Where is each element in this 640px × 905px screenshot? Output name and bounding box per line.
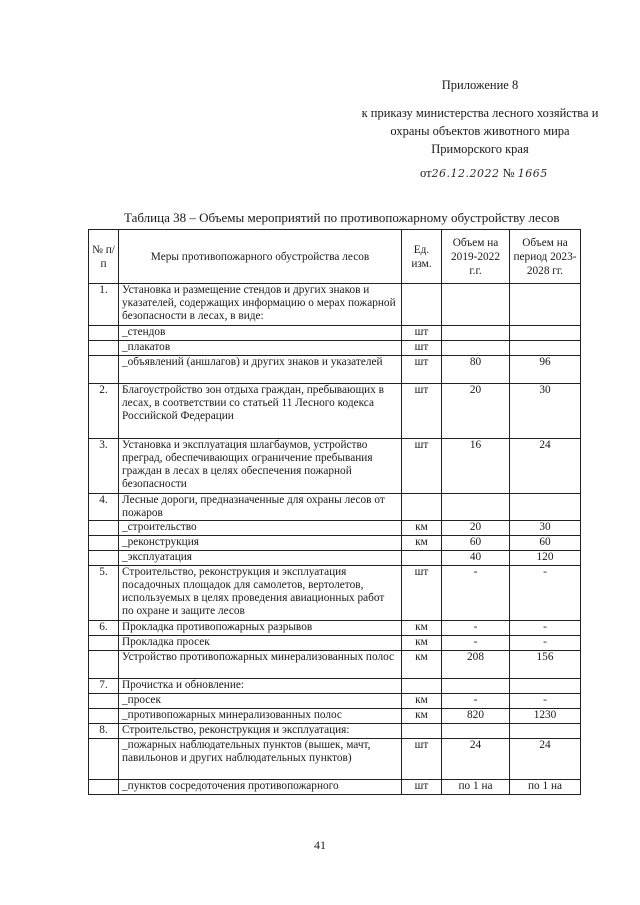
row-num-cell — [89, 694, 119, 709]
col-header-measure: Меры противопожарного обустройства лесов — [119, 230, 402, 284]
row-num-cell — [89, 780, 119, 795]
row-unit-cell — [402, 551, 442, 566]
row-unit-cell: км — [402, 694, 442, 709]
row-unit-cell — [402, 494, 442, 521]
order-number-handwritten: 1665 — [517, 167, 548, 180]
order-reference-line-2: охраны объектов животного мира — [390, 124, 570, 138]
row-measure-cell: _стендов — [119, 326, 402, 341]
row-num-cell — [89, 651, 119, 679]
table-row — [89, 739, 581, 780]
row-vol1-cell: - — [442, 621, 510, 636]
row-num-cell — [89, 326, 119, 341]
row-unit-cell: км — [402, 621, 442, 636]
table-row — [89, 341, 581, 356]
table-row — [89, 356, 581, 384]
row-vol1-cell: 16 — [442, 439, 510, 494]
row-measure-cell: _пожарных наблюдательных пунктов (вышек, мачт, павильонов и других наблюдательных пунктов) — [119, 739, 402, 780]
order-reference-line-3: Приморского края — [431, 142, 529, 156]
table-row — [89, 326, 581, 341]
row-vol2-cell: 120 — [510, 551, 581, 566]
row-vol2-cell — [510, 494, 581, 521]
row-measure-cell: _эксплуатация — [119, 551, 402, 566]
row-vol1-cell — [442, 284, 510, 326]
row-vol1-cell: - — [442, 694, 510, 709]
table-row — [89, 679, 581, 694]
row-vol2-cell: 24 — [510, 739, 581, 780]
table-row — [89, 709, 581, 724]
row-unit-cell: шт — [402, 341, 442, 356]
table-row — [89, 284, 581, 326]
row-vol2-cell: - — [510, 566, 581, 621]
row-vol1-cell: - — [442, 636, 510, 651]
row-vol1-cell: 80 — [442, 356, 510, 384]
row-vol2-cell: - — [510, 694, 581, 709]
row-num-cell — [89, 551, 119, 566]
row-vol1-cell — [442, 724, 510, 739]
row-vol1-cell: 820 — [442, 709, 510, 724]
row-vol1-cell: 24 — [442, 739, 510, 780]
row-unit-cell: шт — [402, 384, 442, 439]
table-row — [89, 551, 581, 566]
row-unit-cell: шт — [402, 566, 442, 621]
row-vol2-cell: 1230 — [510, 709, 581, 724]
row-vol2-cell: 60 — [510, 536, 581, 551]
row-vol1-cell — [442, 679, 510, 694]
row-num-cell: 8. — [89, 724, 119, 739]
row-measure-cell: _плакатов — [119, 341, 402, 356]
table-row — [89, 494, 581, 521]
row-vol2-cell: - — [510, 621, 581, 636]
table-row — [89, 636, 581, 651]
row-num-cell: 4. — [89, 494, 119, 521]
row-vol2-cell: 156 — [510, 651, 581, 679]
row-num-cell: 3. — [89, 439, 119, 494]
table-row — [89, 521, 581, 536]
row-vol1-cell: 20 — [442, 521, 510, 536]
row-vol1-cell: по 1 на — [442, 780, 510, 795]
row-unit-cell: шт — [402, 356, 442, 384]
col-header-vol1: Объем на 2019-2022 г.г. — [442, 230, 510, 284]
row-num-cell — [89, 739, 119, 780]
row-measure-cell: Строительство, реконструкция и эксплуатация посадочных площадок для самолетов, вертолетов, используемых в целях проведения авиационных работ по охране и защите лесов — [119, 566, 402, 621]
row-unit-cell: шт — [402, 739, 442, 780]
row-vol2-cell — [510, 341, 581, 356]
row-vol1-cell: 60 — [442, 536, 510, 551]
row-num-cell: 1. — [89, 284, 119, 326]
appendix-header — [330, 76, 630, 158]
row-num-cell — [89, 709, 119, 724]
row-vol2-cell: 96 — [510, 356, 581, 384]
row-unit-cell: км — [402, 651, 442, 679]
row-unit-cell — [402, 679, 442, 694]
row-measure-cell: _пунктов сосредоточения противопожарного — [119, 780, 402, 795]
appendix-title: Приложение 8 — [441, 78, 519, 92]
row-vol1-cell: - — [442, 566, 510, 621]
table-body — [89, 284, 581, 795]
row-num-cell: 2. — [89, 384, 119, 439]
row-vol2-cell — [510, 679, 581, 694]
row-vol1-cell — [442, 326, 510, 341]
order-date-number — [420, 166, 548, 181]
order-date-handwritten: 26.12.2022 — [431, 167, 500, 180]
page-number: 41 — [314, 838, 326, 852]
row-measure-cell: _просек — [119, 694, 402, 709]
row-measure-cell: _реконструкция — [119, 536, 402, 551]
row-unit-cell: шт — [402, 326, 442, 341]
table-header-row — [89, 230, 581, 284]
row-vol2-cell: - — [510, 636, 581, 651]
order-number-label: № — [502, 166, 515, 180]
row-unit-cell: км — [402, 709, 442, 724]
row-unit-cell: шт — [402, 780, 442, 795]
row-vol1-cell — [442, 494, 510, 521]
row-unit-cell: шт — [402, 439, 442, 494]
table-row — [89, 384, 581, 439]
col-header-num: № п/п — [89, 230, 119, 284]
row-measure-cell: Лесные дороги, предназначенные для охраны лесов от пожаров — [119, 494, 402, 521]
row-measure-cell: Установка и эксплуатация шлагбаумов, устройство преград, обеспечивающих ограничение пребывания граждан в лесах в целях обеспечения пожарной безопасности — [119, 439, 402, 494]
row-vol2-cell — [510, 724, 581, 739]
row-measure-cell: _строительство — [119, 521, 402, 536]
table-row — [89, 536, 581, 551]
row-vol2-cell: 24 — [510, 439, 581, 494]
row-measure-cell: Прокладка противопожарных разрывов — [119, 621, 402, 636]
row-num-cell — [89, 356, 119, 384]
order-reference-line-1: к приказу министерства лесного хозяйства и — [361, 106, 599, 120]
row-num-cell: 6. — [89, 621, 119, 636]
row-num-cell — [89, 536, 119, 551]
row-vol1-cell — [442, 341, 510, 356]
row-vol2-cell — [510, 326, 581, 341]
row-unit-cell — [402, 284, 442, 326]
col-header-vol2: Объем на период 2023-2028 гг. — [510, 230, 581, 284]
row-measure-cell: Строительство, реконструкция и эксплуатация: — [119, 724, 402, 739]
row-unit-cell: км — [402, 536, 442, 551]
row-num-cell: 7. — [89, 679, 119, 694]
row-vol2-cell — [510, 284, 581, 326]
row-measure-cell: Устройство противопожарных минерализованных полос — [119, 651, 402, 679]
table-row — [89, 694, 581, 709]
table-row — [89, 439, 581, 494]
table-caption: Таблица 38 – Объемы мероприятий по противопожарному обустройству лесов — [124, 210, 560, 225]
row-num-cell — [89, 521, 119, 536]
row-num-cell: 5. — [89, 566, 119, 621]
row-unit-cell — [402, 724, 442, 739]
row-measure-cell: Установка и размещение стендов и других знаков и указателей, содержащих информацию о мерах пожарной безопасности в лесах, в виде: — [119, 284, 402, 326]
row-measure-cell: Прочистка и обновление: — [119, 679, 402, 694]
order-prefix: от — [420, 166, 432, 180]
row-measure-cell: _объявлений (аншлагов) и других знаков и указателей — [119, 356, 402, 384]
row-measure-cell: _противопожарных минерализованных полос — [119, 709, 402, 724]
row-num-cell — [89, 636, 119, 651]
fire-measures-table — [88, 229, 581, 795]
row-vol2-cell: 30 — [510, 521, 581, 536]
row-vol2-cell: по 1 на — [510, 780, 581, 795]
table-row — [89, 780, 581, 795]
row-vol1-cell: 40 — [442, 551, 510, 566]
table-row — [89, 621, 581, 636]
row-unit-cell: км — [402, 521, 442, 536]
table-row — [89, 566, 581, 621]
row-measure-cell: Благоустройство зон отдыха граждан, пребывающих в лесах, в соответствии со статьей 11 Лесного кодекса Российской Федерации — [119, 384, 402, 439]
row-vol1-cell: 208 — [442, 651, 510, 679]
table-row — [89, 651, 581, 679]
row-num-cell — [89, 341, 119, 356]
row-vol1-cell: 20 — [442, 384, 510, 439]
row-measure-cell: Прокладка просек — [119, 636, 402, 651]
col-header-unit: Ед. изм. — [402, 230, 442, 284]
table-row — [89, 724, 581, 739]
row-unit-cell: км — [402, 636, 442, 651]
row-vol2-cell: 30 — [510, 384, 581, 439]
